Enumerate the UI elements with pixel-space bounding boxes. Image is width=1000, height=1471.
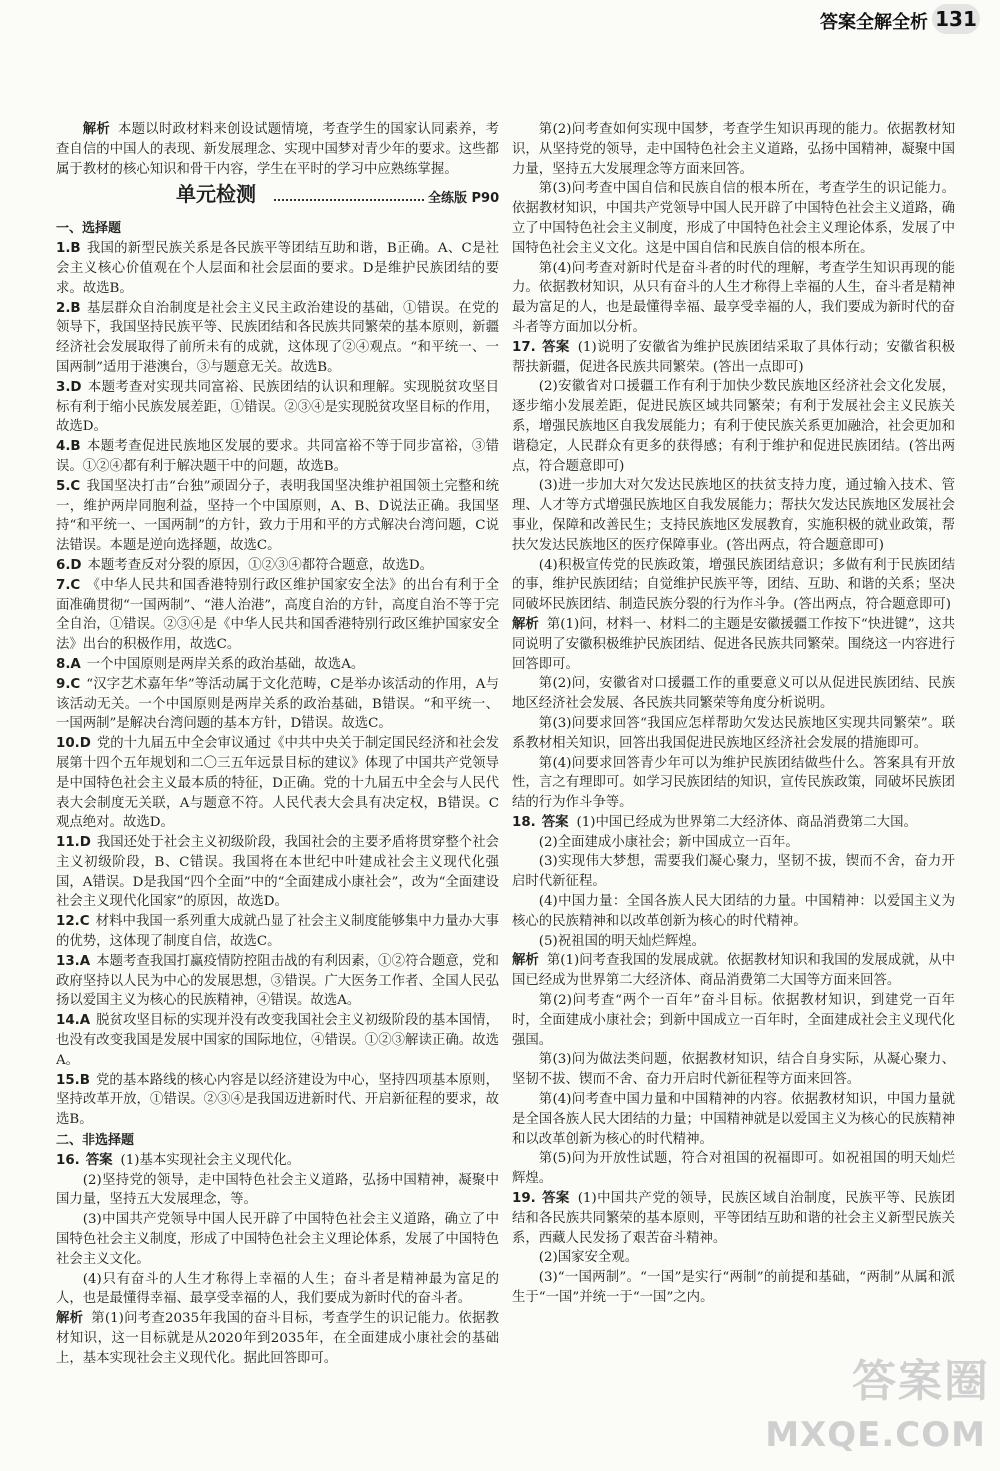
intro-text: 本题以时政材料来创设试题情境，考查学生的国家认同素养，考查自信的中国人的表现、新发展理念、实现中国梦对青少年的要求。这些都属于教材的核心知识和骨干内容，学生在平时的学习中应熟练掌握。 [56,122,500,177]
answer-text: 我国还处于社会主义初级阶段，我国社会的主要矛盾将贯穿整个社会主义初级阶段，B、C错误。我国将在本世纪中叶建成社会主义现代化强国，A错误。D是我国“四个全面”中的“全面建成小康社会”，改为“全面建设社会主义现代化国家”的原因，故选D。 [56,835,499,910]
q17-answer [512,338,955,378]
q18-answer [512,813,955,833]
answer-text: (3)中国共产党领导中国人民开辟了中国特色社会主义道路，确立了中国特色社会主义制度，形成了中国特色社会主义理论体系，发展了中国特色社会主义文化。 [56,1212,499,1267]
analysis-text: 第(5)问为开放性试题，符合对祖国的祝福即可。如祝祖国的明天灿烂辉煌。 [512,1151,955,1187]
choice-answer-item [56,1011,499,1070]
choice-answer-item [56,378,499,437]
answer-text: 本题考查对实现共同富裕、民族团结的认识和理解。实现脱贫攻坚目标有利于缩小民族发展差距，①错误。②③④是实现脱贫攻坚目标的作用，故选D。 [56,379,499,435]
q17-analysis [512,615,955,674]
question-number: 10.D [56,736,91,752]
dotted-leader [274,191,424,201]
answer-text: (3)实现伟大梦想，需要我们凝心聚力，坚韧不拔，锲而不舍，奋力开启时代新征程。 [512,854,955,890]
header-title: 答案全解全析 [820,12,928,33]
answer-text: (5)祝祖国的明天灿烂辉煌。 [538,933,706,949]
question-number: 6.D [56,557,82,573]
answer-text: 基层群众自治制度是社会主义民主政治建设的基础，①错误。在党的领导下，我国坚持民族平等、民族团结和各民族共同繁荣的基本原则，新疆经济社会发展取得了前所未有的成就，这体现了②④观点。“和平统一、一国两制”适用于港澳台，③与题意无关。故选B。 [56,300,499,375]
section-heading: 一、选择题 [56,221,122,237]
intro-analysis [56,120,499,179]
answer-tag: 答案 [541,1191,570,1207]
choice-answer-item [56,1071,499,1130]
choice-answer-item [56,239,499,298]
answer-text: 本题考查我国打赢疫情防控阻击战的有利因素，①②符合题意，党和政府坚持以人民为中心的发展思想，③错误。广大医务工作者、全国人民弘扬以爱国主义为核心的民族精神，④错误。故选A。 [56,953,499,1009]
answer-text: 党的十九届五中全会审议通过《中共中央关于制定国民经济和社会发展第十四个五年规划和二〇三五年远景目标的建议》体现了中国共产党领导是中国特色社会主义最本质的特征，D正确。党的十九届五中全会与人民代表大会制度无关联，A与题意不符。人民代表大会具有决定权，B错误。C观点绝对。故选D。 [56,736,499,831]
analysis-tag: 解析 [512,953,539,969]
answer-text: 脱贫攻坚目标的实现并没有改变我国社会主义初级阶段的基本国情，也没有改变我国是发展中国家的国际地位，④错误。①②③解读正确。故选A。 [56,1013,499,1068]
answer-text: 材料中我国一系列重大成就凸显了社会主义制度能够集中力量办大事的优势，这体现了制度自信，故选C。 [56,914,499,950]
answer-text: (1)中国已经成为世界第二大经济体、商品消费第二大国。 [576,814,917,830]
choice-answer-item [56,734,499,833]
analysis-text: 第(4)问考查对新时代是奋斗者的时代的理解，考查学生知识再现的能力。依据教材知识，从只有奋斗的人生才称得上幸福的人生，奋斗者是精神最为富足的人，也是最懂得幸福、最享受幸福的人，我们要成为新时代的奋斗者等方面加以分析。 [512,260,955,335]
question-number: 9.C [56,676,81,692]
answer-text: (1)中国共产党的领导，民族区域自治制度，民族平等、民族团结和各民族共同繁荣的基本原则，平等团结互助和谐的社会主义新型民族关系，西藏人民发扬了艰苦奋斗精神。 [512,1191,956,1246]
analysis-text: 第(2)问考查如何实现中国梦，考查学生知识再现的能力。依据教材知识，从坚持党的领导，走中国特色社会主义道路，弘扬中国精神，凝聚中国力量，坚持五大发展理念等方面来回答。 [512,122,955,177]
page-header [0,0,1000,100]
analysis-tag: 解析 [56,1311,84,1327]
page-number: 131 [932,4,980,34]
unit-title-block [56,183,499,217]
question-number: 2.B [56,300,81,316]
answer-text: (4)积极宣传党的民族政策，增强民族团结意识；多做有利于民族团结的事，维护民族团结；自觉维护民族平等，团结、互助、和谐的关系；坚决同破坏民族团结、制造民族分裂的行为作斗争。(答出两点，符合题意即可) [512,557,955,613]
answer-text: “汉字艺术嘉年华”等活动属于文化范畴，C是举办该活动的作用，A与该活动无关。一个中国原则是两岸关系的政治基础，B错误。“和平统一、一国两制”是解决台湾问题的基本方针，D错误。故选C。 [56,676,499,732]
question-number: 18. [512,814,536,830]
answer-tag: 答案 [541,814,569,830]
choice-answer-item [56,655,499,675]
watermark [765,1356,1000,1471]
analysis-tag: 解析 [82,122,111,137]
answer-text: (2)安徽省对口援疆工作有利于加快少数民族地区经济社会文化发展，逐步缩小发展差距，促进民族区域共同繁荣；有利于发展社会主义民族关系，增强民族地区自我发展能力；有利于使民族关系更加融洽，社会更加和谐稳定，人民群众有更多的获得感；有利于维护和促进民族团结。(答出两点，符合题意即可) [512,379,955,474]
choice-answer-item [56,576,499,655]
answer-text: 本题考查反对分裂的原因，①②③④都符合题意，故选D。 [87,557,434,573]
choice-answer-item [56,912,499,952]
right-column [512,120,955,1308]
analysis-text: 第(1)问考查我国的发展成就。依据教材知识和我国的发展成就，从中国已经成为世界第二大经济体、商品消费第二大国等方面来回答。 [512,953,955,989]
q19-answer [512,1189,955,1248]
answer-text: (4)只有奋斗的人生才称得上幸福的人生；奋斗者是精神最为富足的人，也是最懂得幸福、最享受幸福的人，我们要成为新时代的奋斗者。 [56,1271,499,1307]
analysis-text: 第(4)问要求回答青少年可以为维护民族团结做些什么。答案具有开放性，言之有理即可。如学习民族团结的知识，宣传民族政策，同破坏民族团结的行为作斗争等。 [512,755,955,811]
q16-analysis [56,1309,499,1368]
choice-answer-item [56,675,499,734]
answer-text: 本题考查促进民族地区发展的要求。共同富裕不等于同步富裕，③错误。①②④都有利于解决题干中的问题，故选B。 [56,439,499,474]
question-number: 15.B [56,1072,90,1088]
choice-answer-item [56,833,499,912]
watermark-url: MXQE.COM [765,1415,986,1455]
question-number: 8.A [56,656,81,672]
choice-answer-item [56,299,499,378]
question-number: 11.D [56,835,91,851]
question-number: 4.B [56,439,81,455]
answer-text: (2)国家安全观。 [538,1250,639,1266]
answer-text: (1)说明了安徽省为维护民族团结采取了具体行动；安徽省积极帮扶新疆，促进各民族共同繁荣。(答出一点即可) [512,339,956,375]
question-number: 1.B [56,241,81,257]
analysis-text: 第(3)问要求回答“我国应怎样帮助欠发达民族地区实现共同繁荣”。联系教材相关知识，回答出我国促进民族地区经济社会发展的措施即可。 [512,715,955,751]
choice-answer-item [56,556,499,576]
answer-text: (2)坚持党的领导，走中国特色社会主义道路，弘扬中国精神，凝聚中国力量，坚持五大发展理念，等。 [56,1172,499,1208]
analysis-text: 第(2)问，安徽省对口援疆工作的重要意义可以从促进民族团结、民族地区经济社会发展、各民族共同繁荣等角度分析说明。 [512,676,955,712]
analysis-text: 第(2)问考查“两个一百年”奋斗目标。依据教材知识，到建党一百年时，全面建成小康社会；到新中国成立一百年时，全面建成社会主义现代化强国。 [512,993,955,1048]
answer-text: (2)全面建成小康社会；新中国成立一百年。 [538,834,799,850]
question-number: 13.A [56,953,91,969]
answer-text: 党的基本路线的核心内容是以经济建设为中心，坚持四项基本原则，坚持改革开放，①错误。②③④是我国迈进新时代、开启新征程的要求，故选B。 [56,1072,499,1128]
answer-tag: 答案 [85,1152,113,1168]
answer-text: (4)中国力量：全国各族人民大团结的力量。中国精神：以爱国主义为核心的民族精神和以改革创新为核心的时代精神。 [512,894,955,929]
analysis-text: 第(1)问考查2035年我国的奋斗目标，考查学生的识记能力。依据教材知识，这一目标就是从2020年到2035年，在全面建成小康社会的基础上，基本实现社会主义现代化。据此回答即可。 [56,1311,499,1366]
q18-analysis [512,951,955,991]
analysis-tag: 解析 [512,616,539,632]
choice-answer-item [56,952,499,1011]
question-number: 12.C [56,914,90,930]
question-number: 17. [512,339,536,355]
question-number: 5.C [56,478,81,494]
question-number: 3.D [56,379,82,395]
question-number: 16. [56,1152,80,1168]
answer-text: 一个中国原则是两岸关系的政治基础，故选A。 [86,656,365,672]
answer-text: 我国的新型民族关系是各民族平等团结互助和谐，B正确。A、C是社会主义核心价值观在个人层面和社会层面的要求。D是维护民族团结的要求。故选B。 [56,241,499,296]
analysis-text: 第(3)问考查中国自信和民族自信的根本所在，考查学生的识记能力。依据教材知识，中国共产党领导中国人民开辟了中国特色社会主义道路，确立了中国特色社会主义制度，形成了中国特色社会主义理论体系，发展了中国特色社会主义文化。这是中国自信和民族自信的根本所在。 [512,181,955,256]
left-column [56,120,499,1369]
question-number: 14.A [56,1013,91,1029]
section-heading: 二、非选择题 [56,1133,135,1149]
q16-answer-label [56,1151,499,1171]
answer-text: 《中华人民共和国香港特别行政区维护国家安全法》的出台有利于全面准确贯彻“一国两制”、“港人治港”，高度自治的方针，高度自治不等于完全自治，①错误。②③④是《中华人民共和国香港特别行政区维护国家安全法》出台的积极作用，故选C。 [56,577,499,653]
analysis-text: 第(4)问考查中国力量和中国精神的内容。依据教材知识，中国力量就是全国各族人民大团结的力量；中国精神就是以爱国主义为核心的民族精神和以改革创新为核心的时代精神。 [512,1092,955,1147]
watermark-logo-text: 答案圈 [852,1356,990,1407]
answer-text: (1)基本实现社会主义现代化。 [120,1152,301,1168]
unit-title: 单元检测 [176,182,256,207]
answer-text: (3)“一国两制”。“一国”是实行“两制”的前提和基础，“两制”从属和派生于“一国”并统一于“一国”之内。 [512,1270,955,1306]
analysis-text: 第(3)问为做法类问题，依据教材知识，结合自身实际，从凝心聚力、坚韧不拔、锲而不舍、奋力开启时代新征程等方面来回答。 [512,1052,955,1088]
unit-subtitle: 全练版 P90 [428,191,500,207]
choice-answer-item [56,477,499,556]
answer-text: 我国坚决打击“台独”顽固分子，表明我国坚决维护祖国领土完整和统一，维护两岸同胞利益，坚持一个中国原则，A、B、D说法正确。我国坚持“和平统一、一国两制”的方针，致力于用和平的方式解决台湾问题，C说法错误。本题是逆向选择题，故选C。 [56,478,499,554]
answer-text: (3)进一步加大对欠发达民族地区的扶贫支持力度，通过输入技术、管理、人才等方式增强民族地区自我发展能力；帮扶欠发达民族地区发展社会事业，保障和改善民生；支持民族地区发展教育，实施积极的就业政策，帮扶欠发达民族地区的医疗保障事业。(答出两点，符合题意即可) [512,478,955,553]
question-number: 19. [512,1191,536,1207]
answer-tag: 答案 [541,339,570,355]
choice-answer-item [56,437,499,477]
choice-answer-list [56,239,499,1130]
question-number: 7.C [56,577,81,593]
analysis-text: 第(1)问，材料一、材料二的主题是安徽援疆工作按下“快进键”，这共同说明了安徽积极维护民族团结、促进各民族共同繁荣。围绕这一内容进行回答即可。 [512,616,955,672]
